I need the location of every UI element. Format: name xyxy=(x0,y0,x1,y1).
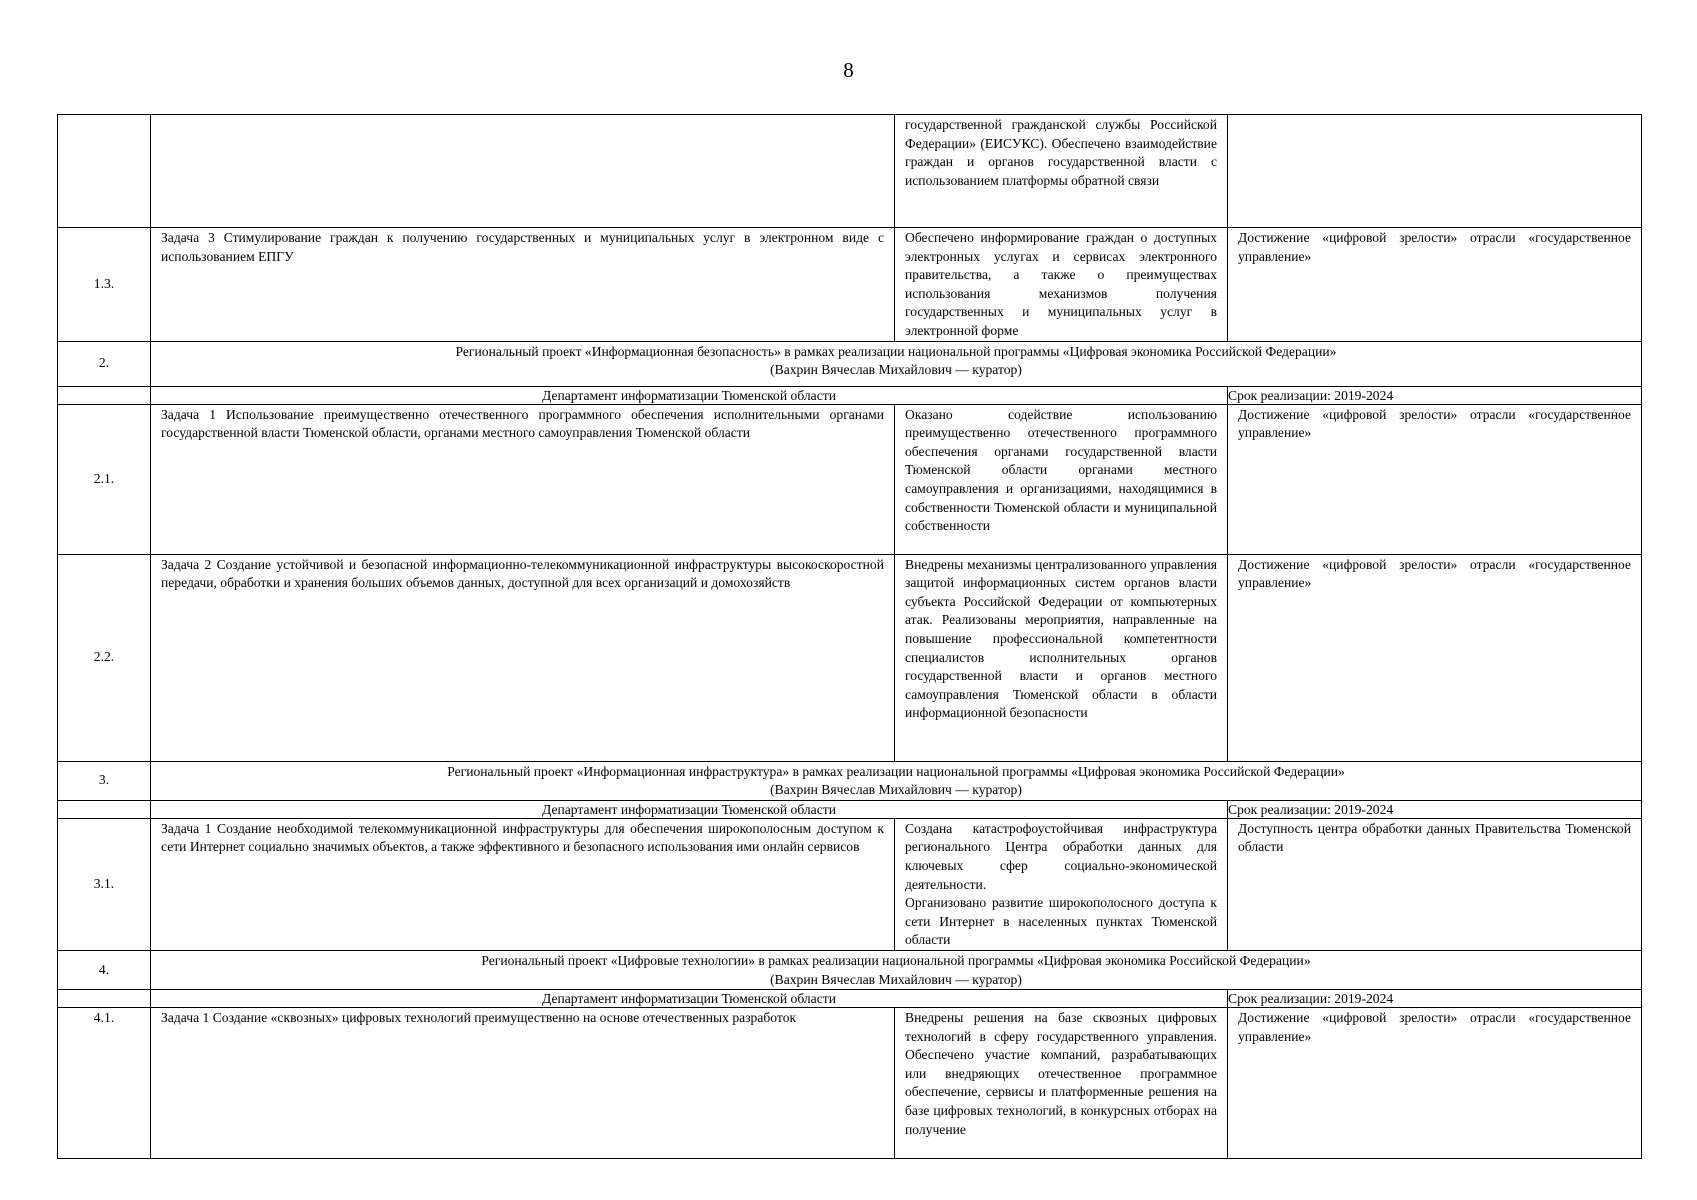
row-number: 4. xyxy=(58,950,151,989)
row-number: 4.1. xyxy=(58,1008,151,1159)
department-cell: Департамент информатизации Тюменской области xyxy=(151,800,1228,818)
term-cell: Срок реализации: 2019-2024 xyxy=(1228,990,1642,1008)
indicator-cell: Достижение «цифровой зрелости» отрасли «государственное управление» xyxy=(1228,1008,1642,1159)
result-cell: Внедрены решения на базе сквозных цифровых технологий в сферу государственного управления. Обеспечено участие компаний, разрабатывающих или внедряющих отечественное программное обеспечение, сервисы и платформенные решения на базе цифровых технологий, в конкурсных отборах на получение xyxy=(895,1008,1228,1159)
row-number: 2.1. xyxy=(58,404,151,554)
empty-cell xyxy=(58,800,151,818)
table-row xyxy=(58,1008,1642,1159)
task-cell: Задача 1 Создание «сквозных» цифровых технологий преимущественно на основе отечественных разработок xyxy=(151,1008,895,1159)
indicator-cell xyxy=(1228,115,1642,228)
project-meta-row xyxy=(58,800,1642,818)
task-cell: Задача 2 Создание устойчивой и безопасной информационно-телекоммуникационной инфраструктуры высокоскоростной передачи, обработки и хранения больших объемов данных, доступной для всех организаций и домохозяйств xyxy=(151,554,895,761)
table-row xyxy=(58,554,1642,761)
result-cell: государственной гражданской службы Российской Федерации» (ЕИСУКС). Обеспечено взаимодействие граждан и органов государственной власти с использованием платформы обратной связи xyxy=(895,115,1228,228)
project-curator: (Вахрин Вячеслав Михайлович — куратор) xyxy=(770,971,1022,987)
row-number: 2. xyxy=(58,341,151,386)
term-cell: Срок реализации: 2019-2024 xyxy=(1228,386,1642,404)
project-meta-row xyxy=(58,990,1642,1008)
project-title-cell xyxy=(151,761,1642,800)
table-row xyxy=(58,818,1642,950)
result-cell xyxy=(895,818,1228,950)
project-title-cell xyxy=(151,950,1642,989)
table-row xyxy=(58,404,1642,554)
result-paragraph: Организовано развитие широкополосного доступа к сети Интернет в населенных пунктах Тюменской области xyxy=(905,895,1217,948)
empty-cell xyxy=(58,990,151,1008)
empty-cell xyxy=(58,386,151,404)
indicator-cell: Достижение «цифровой зрелости» отрасли «государственное управление» xyxy=(1228,554,1642,761)
project-meta-row xyxy=(58,386,1642,404)
task-cell: Задача 1 Использование преимущественно отечественного программного обеспечения исполнительными органами государственной власти Тюменской области, органами местного самоуправления Тюменской области xyxy=(151,404,895,554)
indicator-cell: Доступность центра обработки данных Правительства Тюменской области xyxy=(1228,818,1642,950)
project-header-row xyxy=(58,341,1642,386)
indicator-cell: Достижение «цифровой зрелости» отрасли «государственное управление» xyxy=(1228,404,1642,554)
project-title: Региональный проект «Информационная безопасность» в рамках реализации национальной программы «Цифровая экономика Российской Федерации» xyxy=(455,343,1337,359)
project-title: Региональный проект «Информационная инфраструктура» в рамках реализации национальной программы «Цифровая экономика Российской Федерации» xyxy=(447,763,1345,779)
page-number: 8 xyxy=(843,58,854,82)
department-cell: Департамент информатизации Тюменской области xyxy=(151,386,1228,404)
project-title-cell xyxy=(151,341,1642,386)
result-cell: Оказано содействие использованию преимущественно отечественного программного обеспечения органами государственной власти Тюменской области органами местного самоуправления и организациями, находящимися в собственности Тюменской области и муниципальной собственности xyxy=(895,404,1228,554)
result-cell: Внедрены механизмы централизованного управления защитой информационных систем органов власти субъекта Российской Федерации от компьютерных атак. Реализованы мероприятия, направленные на повышение профессиональной компетентности специалистов исполнительных органов государственной власти и органов местного самоуправления Тюменской области в области информационной безопасности xyxy=(895,554,1228,761)
result-cell: Обеспечено информирование граждан о доступных электронных услугах и сервисах электронного правительства, а также о преимуществах использования механизмов получения государственных и муниципальных услуг в электронной форме xyxy=(895,228,1228,342)
indicator-cell: Достижение «цифровой зрелости» отрасли «государственное управление» xyxy=(1228,228,1642,342)
row-number: 3. xyxy=(58,761,151,800)
task-cell xyxy=(151,115,895,228)
table-row xyxy=(58,228,1642,342)
term-cell: Срок реализации: 2019-2024 xyxy=(1228,800,1642,818)
project-header-row xyxy=(58,950,1642,989)
row-number: 3.1. xyxy=(58,818,151,950)
project-curator: (Вахрин Вячеслав Михайлович — куратор) xyxy=(770,362,1022,378)
program-table xyxy=(57,114,1642,1159)
row-number: 2.2. xyxy=(58,554,151,761)
task-cell: Задача 3 Стимулирование граждан к получению государственных и муниципальных услуг в электронном виде с использованием ЕПГУ xyxy=(151,228,895,342)
project-curator: (Вахрин Вячеслав Михайлович — куратор) xyxy=(770,782,1022,798)
department-cell: Департамент информатизации Тюменской области xyxy=(151,990,1228,1008)
project-title: Региональный проект «Цифровые технологии» в рамках реализации национальной программы «Цифровая экономика Российской Федерации» xyxy=(481,952,1311,968)
task-cell: Задача 1 Создание необходимой телекоммуникационной инфраструктуры для обеспечения широкополосным доступом к сети Интернет социально значимых объектов, а также эффективного и безопасного использования ими онлайн сервисов xyxy=(151,818,895,950)
row-number: 1.3. xyxy=(58,228,151,342)
result-paragraph: Создана катастрофоустойчивая инфраструктура регионального Центра обработки данных для ключевых сфер социально-экономической деятельности. xyxy=(905,820,1217,892)
table-row xyxy=(58,115,1642,228)
row-number xyxy=(58,115,151,228)
project-header-row xyxy=(58,761,1642,800)
